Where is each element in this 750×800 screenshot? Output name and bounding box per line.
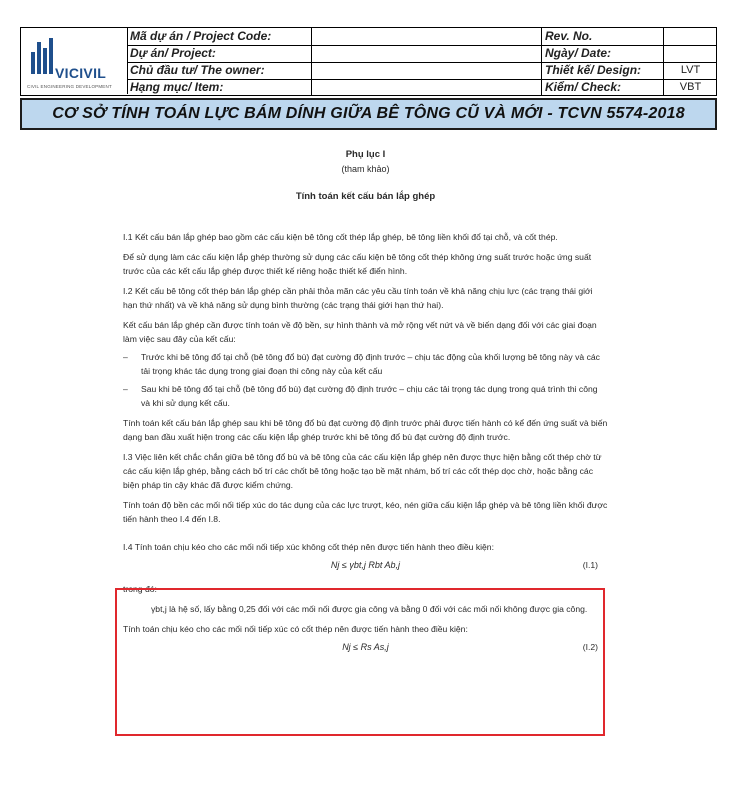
paragraph-stages: Kết cấu bán lắp ghép cần được tính toán về độ bền, sự hình thành và mở rộng vết nứt và về biến dạng đối với các giai đoạn làm việc sau đây của kết cấu: [123, 320, 597, 344]
header-row-owner [127, 62, 716, 80]
bullet-dash: – [123, 384, 128, 394]
check-value: VBT [663, 79, 717, 96]
paragraph-reinforced-joint: Tính toán chịu kéo cho các mối nối tiếp xúc có cốt thép nên được tiến hành theo điều kiện: [123, 624, 468, 634]
design-value: LVT [663, 62, 717, 79]
project-code-value [311, 28, 542, 45]
header-row-project [127, 45, 716, 63]
date-label: Ngày/ Date: [545, 46, 612, 60]
owner-value [311, 62, 542, 79]
owner-label: Chủ đầu tư/ The owner: [130, 63, 265, 77]
bullet-text-before: Trước khi bê tông đổ tại chỗ (bê tông đổ bù) đạt cường độ định trước – chịu tác động của khối lượng bê tông này và các tải trọng khác tác dụng trong giai đoạn thi công này của kết cấu [141, 352, 600, 376]
paragraph-i1: I.1 Kết cấu bán lắp ghép bao gồm các cấu kiện bê tông cốt thép lắp ghép, bê tông liền khối đổ tại chỗ, và cốt thép. [123, 232, 558, 242]
paragraph-initial-stress: Tính toán kết cấu bán lắp ghép sau khi bê tông đổ bù đạt cường độ định trước phải được tiến hành có kể đến ứng suất và biến dạng ban đầu xuất hiện trong các cấu kiện lắp ghép trước khi bê tông đổ bù đạt cường độ định trước. [123, 418, 608, 442]
paragraph-prefab-use: Để sử dụng làm các cấu kiện lắp ghép thường sử dụng các cấu kiện bê tông cốt thép không ứng suất trước hoặc ứng suất trước của các kết cấu lắp ghép được thiết kế riêng hoặc thiết kế điển hình. [123, 252, 592, 276]
formula-i2-number: (I.2) [582, 642, 598, 652]
design-label: Thiết kế/ Design: [545, 63, 642, 77]
list-item [123, 382, 608, 410]
document-title: CƠ SỞ TÍNH TOÁN LỰC BÁM DÍNH GIỮA BÊ TÔNG CŨ VÀ MỚI - TCVN 5574-2018 [52, 105, 685, 122]
logo-mark-icon [31, 38, 53, 74]
project-code-label: Mã dự án / Project Code: [130, 29, 272, 43]
bullet-dash: – [123, 352, 128, 362]
list-item [123, 350, 608, 378]
appendix-subtitle: (tham khảo) [341, 164, 390, 174]
item-label: Hạng mục/ Item: [130, 80, 224, 94]
formula-i2-expression: Nj ≤ Rs As,j [342, 642, 389, 652]
formula-i1-expression: Nj ≤ γbt,j Rbt Ab,j [330, 560, 401, 570]
paragraph-joint-strength: Tính toán độ bền các mối nối tiếp xúc do tác dụng của các lực trượt, kéo, nén giữa cấu kiện lắp ghép và bê tông liền khối được tiến hành theo I.4 đến I.8. [123, 500, 608, 524]
date-value [663, 45, 717, 62]
header-row-project-code [127, 28, 716, 46]
project-value [311, 45, 542, 62]
document-header [20, 27, 717, 96]
document-title-bar [20, 98, 717, 130]
where-label: trong đó: [123, 584, 157, 594]
formula-i1 [123, 558, 608, 576]
appendix-title: Phụ lục I [345, 149, 386, 160]
bullet-text-after: Sau khi bê tông đổ tại chỗ (bê tông đổ bù) đạt cường độ định trước – chịu các tải trọng tác dụng trong quá trình thi công và khi sử dụng kết cấu. [141, 384, 598, 408]
paragraph-i2: I.2 Kết cấu bê tông cốt thép bán lắp ghép cần phải thỏa mãn các yêu cầu tính toán về khả năng chịu lực (các trạng thái giới hạn thứ nhất) và về khả năng sử dụng bình thường (các trạng thái giới hạn thứ hai). [123, 286, 593, 310]
highlight-box [115, 588, 605, 736]
item-value [311, 79, 542, 96]
document-body [123, 140, 608, 658]
formula-i1-number: (I.1) [582, 560, 598, 570]
header-row-item [127, 79, 716, 96]
check-label: Kiểm/ Check: [545, 80, 622, 94]
section-title: Tính toán kết cấu bán lắp ghép [295, 191, 436, 202]
paragraph-coefficient: γbt,j là hệ số, lấy bằng 0,25 đối với các mối nối được gia công và bằng 0 đối với các mối nối không được gia công. [151, 604, 588, 614]
rev-no-label: Rev. No. [545, 29, 593, 43]
project-label: Dự án/ Project: [130, 46, 216, 60]
paragraph-i4: I.4 Tính toán chịu kéo cho các mối nối tiếp xúc không cốt thép nên được tiến hành theo điều kiện: [123, 542, 494, 552]
rev-no-value [663, 28, 717, 45]
logo-name: VICIVIL [55, 65, 107, 81]
paragraph-i3: I.3 Việc liên kết chắc chắn giữa bê tông đổ bù và bê tông của các cấu kiện lắp ghép nên được thực hiện bằng cốt thép chờ từ các cấu kiện lắp ghép, bằng cách bố trí các chốt bê tông hoặc tạo bề mặt nhám, bố trí các cốt thép dọc chờ, hoặc bằng các biện pháp tin cậy khác đã được kiểm chứng. [123, 452, 602, 490]
company-logo [21, 28, 128, 94]
logo-tagline: CIVIL ENGINEERING DEVELOPMENT [27, 84, 112, 89]
